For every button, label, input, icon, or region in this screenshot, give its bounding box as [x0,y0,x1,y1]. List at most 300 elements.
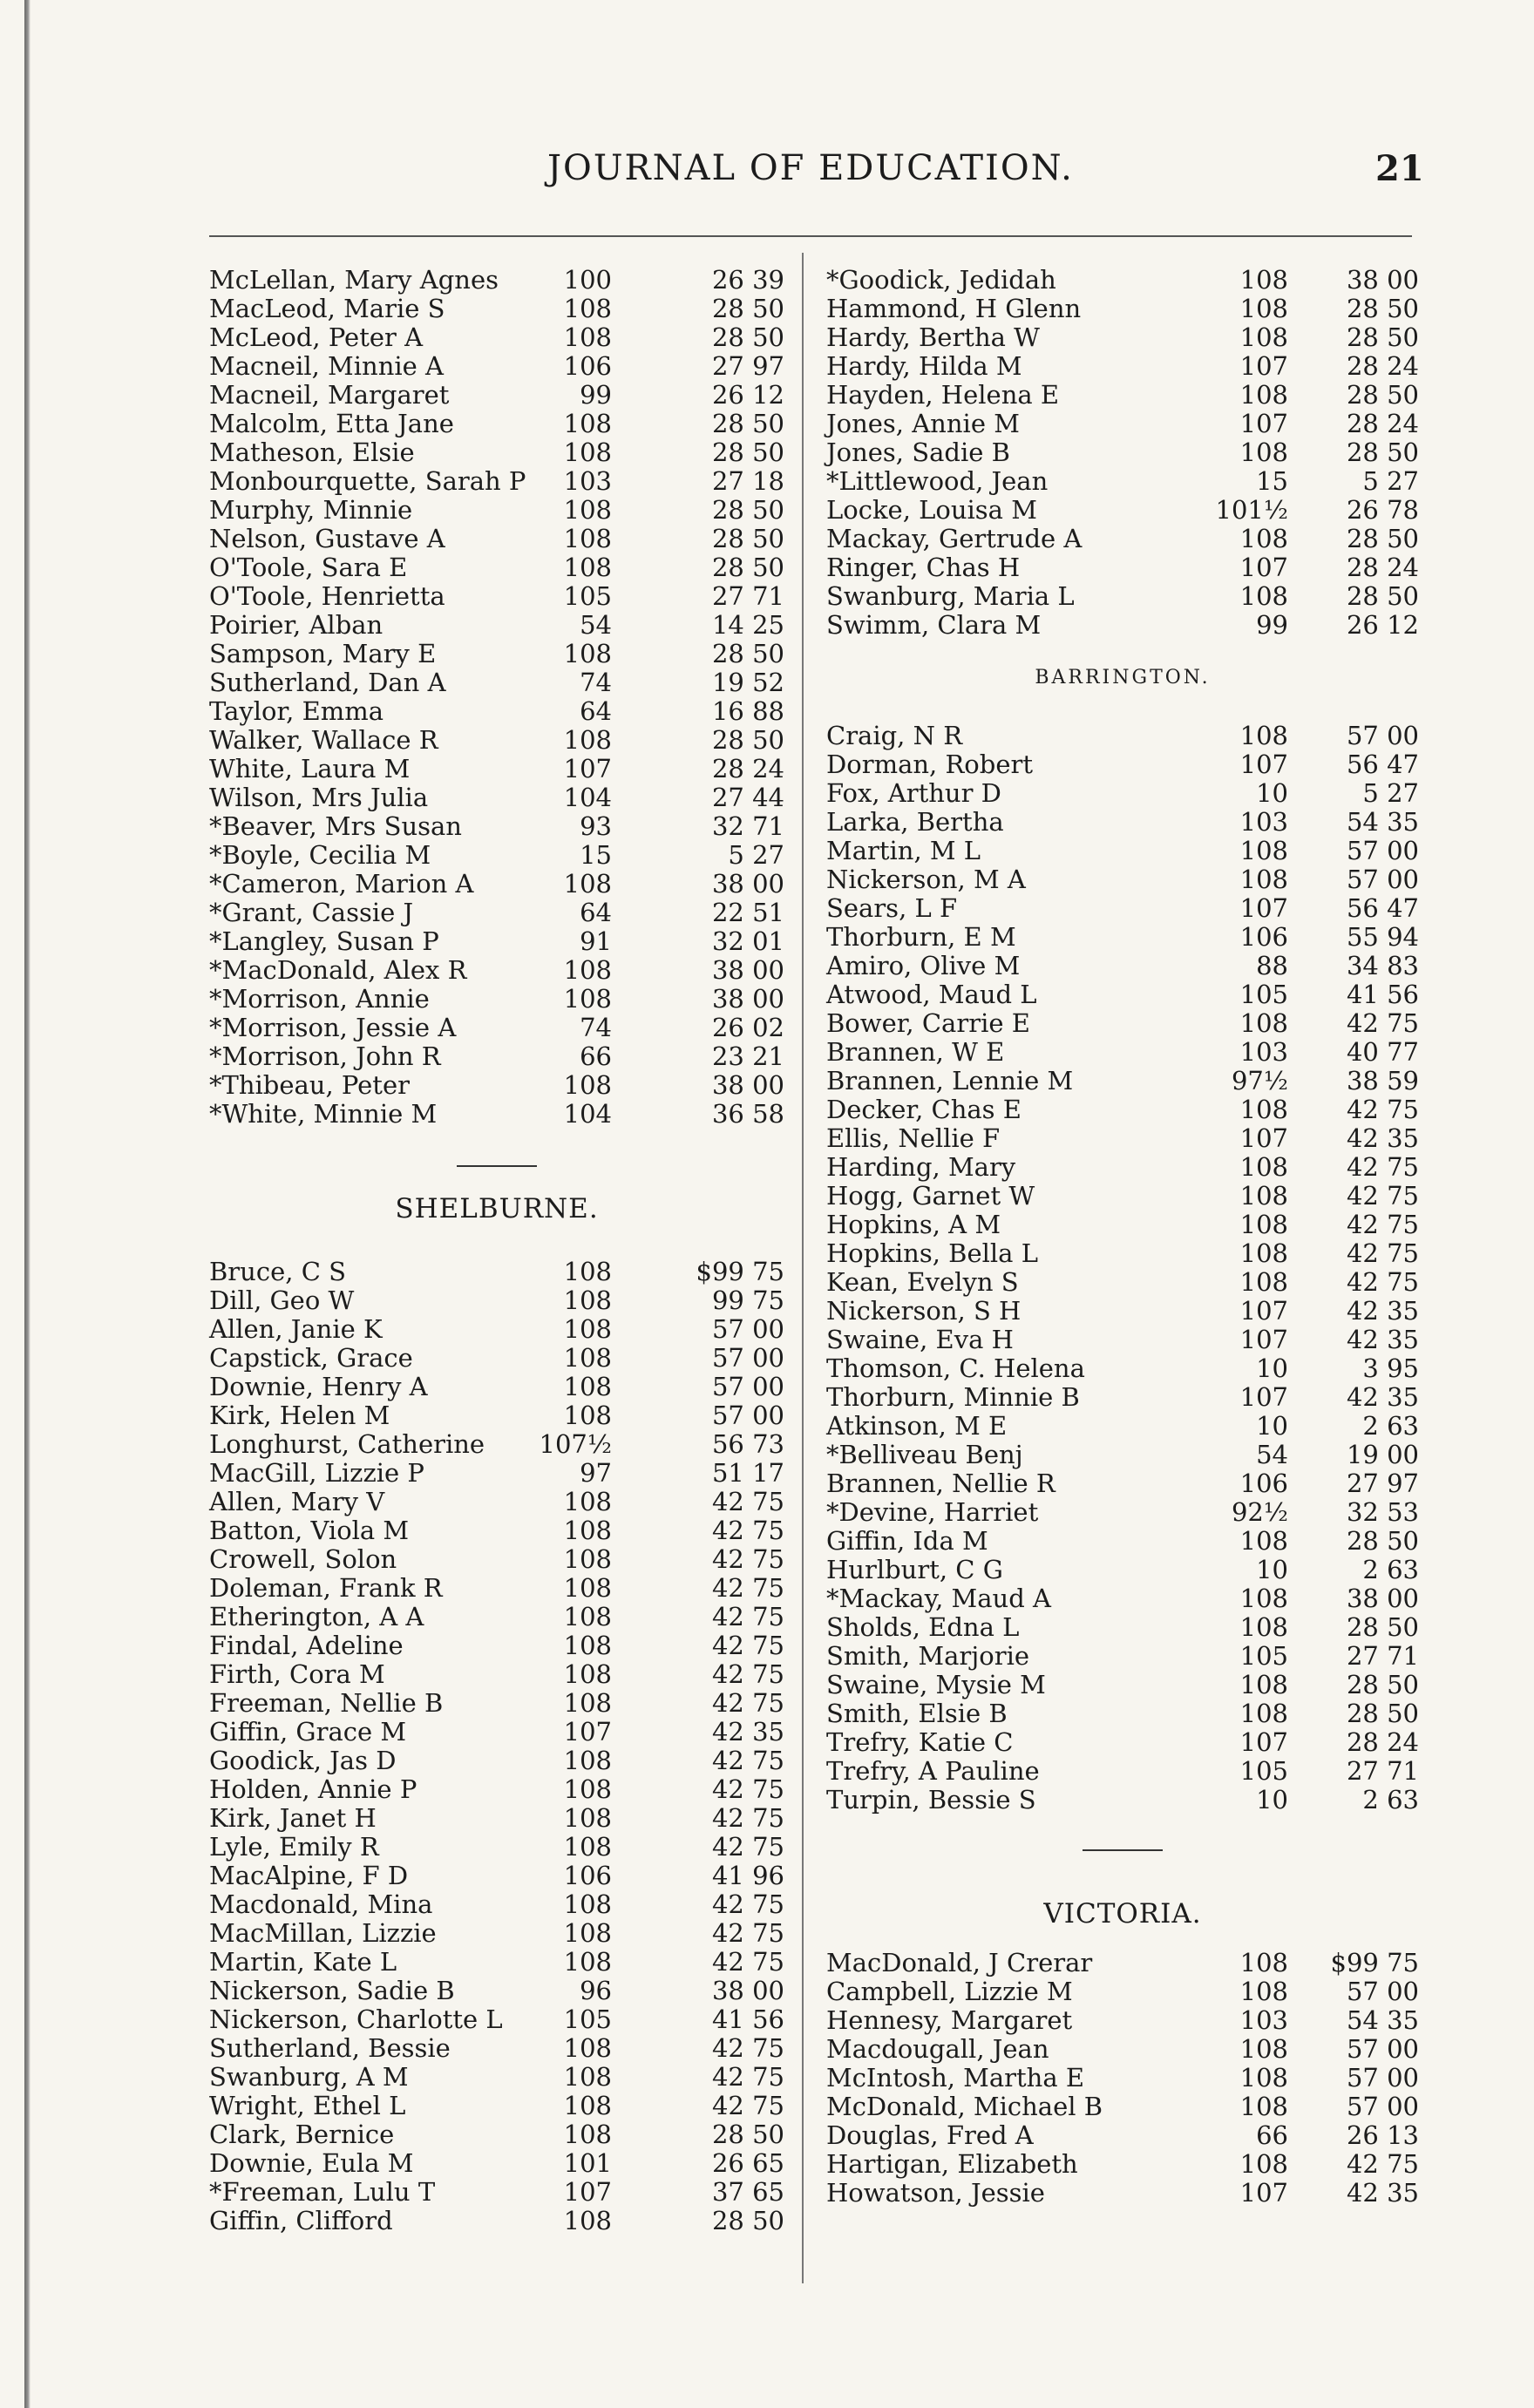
teacher-name: *Grant, Cassie J [209,898,414,927]
grant-amount: 28 24 [1346,409,1419,438]
teacher-name: Dorman, Robert [826,750,1034,779]
teacher-name: Wright, Ethel L [209,2091,406,2120]
days-taught: 105 [1239,1756,1288,1786]
section-heading-shelburne: SHELBURNE. [395,1193,599,1224]
grant-amount: 28 50 [711,725,784,755]
list-item [209,1014,784,1042]
days-taught: 103 [1239,1037,1288,1067]
list-item [209,295,784,323]
grant-amount: 57 00 [1346,2034,1419,2064]
teacher-name: Murphy, Minnie [209,495,413,525]
grant-amount: 56 73 [711,1429,784,1459]
grant-amount: 42 75 [711,1573,784,1603]
teacher-name: Bruce, C S [209,1257,346,1286]
list-item [826,1067,1419,1095]
list-item [209,1488,784,1516]
grant-amount: 19 00 [1346,1440,1419,1469]
teacher-name: Longhurst, Catherine [209,1429,485,1459]
grant-amount: 28 50 [1346,1699,1419,1728]
teacher-name: Sutherland, Bessie [209,2033,451,2063]
grant-amount: 38 00 [711,984,784,1014]
days-taught: 66 [580,1041,612,1071]
grant-amount: 42 75 [1346,1152,1419,1182]
days-taught: 108 [1239,1181,1288,1211]
list-item [209,1775,784,1804]
grant-amount: 26 12 [1346,610,1419,640]
teacher-name: Hayden, Helena E [826,380,1060,410]
teacher-name: Harding, Mary [826,1152,1016,1182]
list-item [826,1556,1419,1584]
list-item [209,1516,784,1545]
days-taught: 108 [563,409,612,438]
grant-amount: 28 50 [1346,294,1419,323]
page-number: 21 [1375,148,1424,189]
days-taught: 108 [1239,865,1288,894]
grant-amount: 2 63 [1362,1555,1419,1584]
days-taught: 108 [563,1257,612,1286]
days-taught: 108 [563,524,612,553]
days-taught: 101½ [1215,495,1288,525]
list-item [209,1890,784,1919]
teacher-name: Nickerson, Sadie B [209,1976,455,2005]
list-item [209,1948,784,1977]
teacher-name: Trefry, Katie C [826,1727,1014,1757]
days-taught: 108 [563,1774,612,1804]
teacher-name: MacDonald, J Crerar [826,1948,1093,1977]
teacher-name: *White, Minnie M [209,1099,438,1129]
list-item [826,865,1419,894]
teacher-name: Amiro, Olive M [826,951,1021,980]
list-item [209,1689,784,1718]
teacher-name: *Belliveau Benj [826,1440,1023,1469]
grant-amount: 28 24 [1346,553,1419,582]
list-item [209,2120,784,2149]
days-taught: 108 [1239,438,1288,467]
teacher-name: Hammond, H Glenn [826,294,1082,323]
days-taught: 108 [1239,721,1288,750]
list-item [209,783,784,812]
teacher-name: Bower, Carrie E [826,1008,1030,1038]
teacher-name: Macneil, Minnie A [209,351,444,381]
grant-amount: 5 27 [728,840,784,870]
days-taught: 108 [1239,2092,1288,2121]
days-taught: 106 [563,1861,612,1890]
grant-amount: 57 00 [711,1314,784,1344]
list-item [209,841,784,870]
days-taught: 108 [563,322,612,352]
teacher-name: Ellis, Nellie F [826,1123,1001,1153]
days-taught: 108 [563,1487,612,1516]
list-item [209,467,784,496]
list-item [826,295,1419,323]
list-item [826,1469,1419,1498]
days-taught: 108 [563,1746,612,1775]
teacher-name: Swaine, Eva H [826,1325,1014,1354]
teacher-name: Freeman, Nellie B [209,1688,444,1718]
list-item [209,496,784,525]
teacher-name: Mackay, Gertrude A [826,524,1083,553]
grant-amount: 41 56 [1346,980,1419,1009]
days-taught: 106 [563,351,612,381]
list-item [826,2064,1419,2093]
teacher-name: Fox, Arthur D [826,778,1001,808]
teacher-name: Smith, Elsie B [826,1699,1008,1728]
list-item [826,1613,1419,1642]
teacher-name: Brannen, W E [826,1037,1005,1067]
grant-amount: 42 75 [711,1688,784,1718]
teacher-name: Martin, M L [826,836,981,865]
grant-amount: 27 97 [1346,1469,1419,1498]
teacher-name: Martin, Kate L [209,1947,397,1977]
teacher-name: Hardy, Hilda M [826,351,1022,381]
days-taught: 108 [563,2120,612,2149]
teacher-name: MacGill, Lizzie P [209,1458,424,1488]
grant-amount: 28 50 [711,524,784,553]
teacher-name: Malcolm, Etta Jane [209,409,454,438]
teacher-name: Downie, Henry A [209,1372,428,1401]
days-taught: 108 [1239,1948,1288,1977]
list-item [209,640,784,668]
teacher-name: Atwood, Maud L [826,980,1037,1009]
list-item [209,1660,784,1689]
list-item [826,1527,1419,1556]
list-item [826,1949,1419,1977]
grant-amount: 26 78 [1346,495,1419,525]
teacher-name: Swanburg, A M [209,2062,409,2092]
teacher-name: Nelson, Gustave A [209,524,445,553]
days-taught: 99 [580,380,612,410]
list-item [826,1182,1419,1211]
teacher-name: Macneil, Margaret [209,380,450,410]
days-taught: 108 [1239,524,1288,553]
days-taught: 10 [1256,1785,1288,1814]
journal-title: JOURNAL OF EDUCATION. [547,148,1074,188]
list-item [826,2006,1419,2035]
grant-amount: 27 18 [711,466,784,496]
days-taught: 54 [1256,1440,1288,1469]
teacher-name: McDonald, Michael B [826,2092,1103,2121]
teacher-name: *Cameron, Marion A [209,869,474,899]
list-item [826,553,1419,582]
teacher-name: Findal, Adeline [209,1631,404,1660]
grant-amount: 42 35 [1346,1123,1419,1153]
list-item [209,1401,784,1430]
list-item [209,812,784,841]
list-item [209,697,784,726]
barrington-list [826,722,1419,1814]
grant-amount: 55 94 [1346,922,1419,952]
list-item [826,1009,1419,1038]
days-taught: 91 [580,926,612,956]
days-taught: 107 [563,754,612,783]
days-taught: 107 [1239,553,1288,582]
grant-amount: 56 47 [1346,893,1419,923]
grant-amount: 57 00 [1346,2092,1419,2121]
teacher-name: Thorburn, Minnie B [826,1382,1080,1412]
list-item [826,750,1419,779]
grant-amount: 14 25 [711,610,784,640]
days-taught: 108 [563,2033,612,2063]
list-item [826,2179,1419,2208]
list-item [826,352,1419,381]
teacher-name: Sears, L F [826,893,958,923]
teacher-name: Downie, Eula M [209,2148,414,2178]
grant-amount: 42 75 [711,1889,784,1919]
days-taught: 107 [1239,1382,1288,1412]
teacher-name: Jones, Annie M [826,409,1020,438]
list-item [209,323,784,352]
teacher-name: Hartigan, Elizabeth [826,2149,1078,2179]
teacher-name: Lyle, Emily R [209,1832,379,1862]
shelburne-list [209,1258,784,2235]
grant-amount: 26 39 [711,265,784,295]
days-taught: 101 [563,2148,612,2178]
days-taught: 97 [580,1458,612,1488]
grant-amount: 28 50 [711,409,784,438]
list-item [209,2149,784,2178]
list-item [209,1545,784,1574]
grant-amount: 42 75 [711,1774,784,1804]
days-taught: 108 [563,1516,612,1545]
days-taught: 108 [563,1832,612,1862]
teacher-name: Macdougall, Jean [826,2034,1049,2064]
teacher-name: Trefry, A Pauline [826,1756,1040,1786]
list-item [826,1977,1419,2006]
teacher-name: Hurlburt, C G [826,1555,1003,1584]
teacher-name: Brannen, Nellie R [826,1469,1055,1498]
grant-amount: 16 88 [711,696,784,726]
grant-amount: 41 96 [711,1861,784,1890]
teacher-name: Hopkins, Bella L [826,1238,1038,1268]
teacher-name: Goodick, Jas D [209,1746,397,1775]
list-item [209,1373,784,1401]
list-item [826,1038,1419,1067]
list-item [826,1124,1419,1153]
list-item [209,2063,784,2092]
grant-amount: 38 00 [1346,1584,1419,1613]
days-taught: 107 [1239,1325,1288,1354]
days-taught: 105 [1239,1641,1288,1671]
teacher-name: Batton, Viola M [209,1516,410,1545]
days-taught: 108 [563,1372,612,1401]
column-divider [802,253,804,2283]
list-item [209,1100,784,1129]
grant-amount: 42 75 [1346,1210,1419,1239]
days-taught: 108 [1239,1699,1288,1728]
list-item [826,1642,1419,1671]
grant-amount: $99 75 [1330,1948,1419,1977]
grant-amount: 42 75 [1346,1008,1419,1038]
list-item [209,1747,784,1775]
left-continued-list [209,266,784,1129]
teacher-name: Matheson, Elsie [209,438,415,467]
teacher-name: *MacDonald, Alex R [209,955,467,985]
teacher-name: *Langley, Susan P [209,926,439,956]
teacher-name: Dill, Geo W [209,1285,355,1315]
list-item [826,467,1419,496]
days-taught: 100 [563,265,612,295]
grant-amount: 42 75 [711,2033,784,2063]
list-item [826,837,1419,865]
teacher-name: Hogg, Garnet W [826,1181,1035,1211]
list-item [209,381,784,410]
teacher-name: Decker, Chas E [826,1095,1022,1124]
teacher-name: *Littlewood, Jean [826,466,1049,496]
days-taught: 108 [563,553,612,582]
grant-amount: 28 50 [1346,581,1419,611]
list-item [826,1326,1419,1354]
grant-amount: 57 00 [1346,1977,1419,2006]
grant-amount: 42 75 [711,1516,784,1545]
grant-amount: 28 50 [1346,380,1419,410]
grant-amount: 57 00 [1346,865,1419,894]
grant-amount: 19 52 [711,668,784,697]
days-taught: 108 [1239,581,1288,611]
days-taught: 104 [563,783,612,812]
days-taught: 108 [563,1343,612,1373]
list-item [826,1671,1419,1699]
grant-amount: 26 65 [711,2148,784,2178]
grant-amount: 28 50 [711,495,784,525]
list-item [826,980,1419,1009]
list-item [826,1728,1419,1757]
grant-amount: 54 35 [1346,807,1419,837]
list-item [826,952,1419,980]
days-taught: 88 [1256,951,1288,980]
list-item [209,2005,784,2034]
list-item [826,1441,1419,1469]
grant-amount: 42 75 [711,1631,784,1660]
days-taught: 108 [563,1947,612,1977]
grant-amount: 38 00 [711,869,784,899]
grant-amount: 5 27 [1362,778,1419,808]
section-heading-victoria: VICTORIA. [1043,1898,1202,1930]
teacher-name: *Morrison, Annie [209,984,430,1014]
teacher-name: Hardy, Bertha W [826,322,1040,352]
days-taught: 107 [1239,1296,1288,1326]
days-taught: 103 [563,466,612,496]
teacher-name: Brannen, Lennie M [826,1066,1074,1095]
teacher-name: Etherington, A A [209,1602,424,1631]
days-taught: 108 [1239,2063,1288,2093]
list-item [209,1315,784,1344]
days-taught: 66 [1256,2120,1288,2150]
left-column [209,266,784,2235]
list-item [209,1804,784,1833]
grant-amount: 40 77 [1346,1037,1419,1067]
days-taught: 108 [1239,322,1288,352]
days-taught: 107 [1239,351,1288,381]
days-taught: 108 [563,1918,612,1948]
days-taught: 107 [1239,1727,1288,1757]
list-item [209,1574,784,1603]
days-taught: 10 [1256,1353,1288,1383]
grant-amount: 56 47 [1346,750,1419,779]
list-item [209,1286,784,1315]
list-item [209,1718,784,1747]
grant-amount: 38 00 [711,1976,784,2005]
teacher-name: Taylor, Emma [209,696,384,726]
grant-amount: 42 75 [1346,1181,1419,1211]
teacher-name: Locke, Louisa M [826,495,1037,525]
days-taught: 108 [563,725,612,755]
list-item [209,956,784,985]
teacher-name: Capstick, Grace [209,1343,413,1373]
list-item [209,870,784,899]
list-item [209,2178,784,2207]
list-item [209,611,784,640]
list-item [209,1833,784,1862]
teacher-name: *Thibeau, Peter [209,1070,410,1100]
days-taught: 105 [563,581,612,611]
days-taught: 74 [580,1013,612,1042]
list-item [826,1584,1419,1613]
grant-amount: 28 50 [711,639,784,668]
list-item [209,2207,784,2235]
list-item [826,266,1419,295]
list-item [209,2034,784,2063]
list-item [826,779,1419,808]
days-taught: 103 [1239,2005,1288,2035]
grant-amount: 28 24 [1346,1727,1419,1757]
list-item [209,1344,784,1373]
grant-amount: 57 00 [711,1343,784,1373]
days-taught: 107 [563,1717,612,1747]
teacher-name: Nickerson, Charlotte L [209,2004,503,2034]
grant-amount: 26 12 [711,380,784,410]
days-taught: 107 [1239,409,1288,438]
grant-amount: 54 35 [1346,2005,1419,2035]
days-taught: 108 [563,869,612,899]
days-taught: 10 [1256,778,1288,808]
days-taught: 108 [563,1889,612,1919]
list-item [826,1412,1419,1441]
teacher-name: Douglas, Fred A [826,2120,1034,2150]
days-taught: 108 [563,2206,612,2235]
days-taught: 15 [1256,466,1288,496]
teacher-name: Allen, Mary V [209,1487,385,1516]
grant-amount: 42 35 [1346,1296,1419,1326]
header-rule [209,235,1412,237]
list-item [209,1603,784,1631]
list-item [826,2093,1419,2121]
list-item [826,410,1419,438]
grant-amount: 42 75 [1346,1238,1419,1268]
teacher-name: Crowell, Solon [209,1544,397,1574]
list-item [826,1095,1419,1124]
grant-amount: 28 50 [711,553,784,582]
days-taught: 107 [563,2177,612,2207]
list-item [826,1153,1419,1182]
list-item [826,1297,1419,1326]
teacher-name: Holden, Annie P [209,1774,417,1804]
list-item [826,923,1419,952]
teacher-name: Turpin, Bessie S [826,1785,1036,1814]
grant-amount: 3 95 [1362,1353,1419,1383]
right-column [826,266,1419,2208]
list-item [209,1042,784,1071]
list-item [826,894,1419,923]
grant-amount: 51 17 [711,1458,784,1488]
grant-amount: 42 75 [711,2062,784,2092]
days-taught: 107½ [539,1429,612,1459]
grant-amount: 42 75 [1346,1267,1419,1297]
list-item [826,525,1419,553]
teacher-name: Clark, Bernice [209,2120,395,2149]
list-item [826,381,1419,410]
days-taught: 96 [580,1976,612,2005]
grant-amount: 32 71 [711,811,784,841]
